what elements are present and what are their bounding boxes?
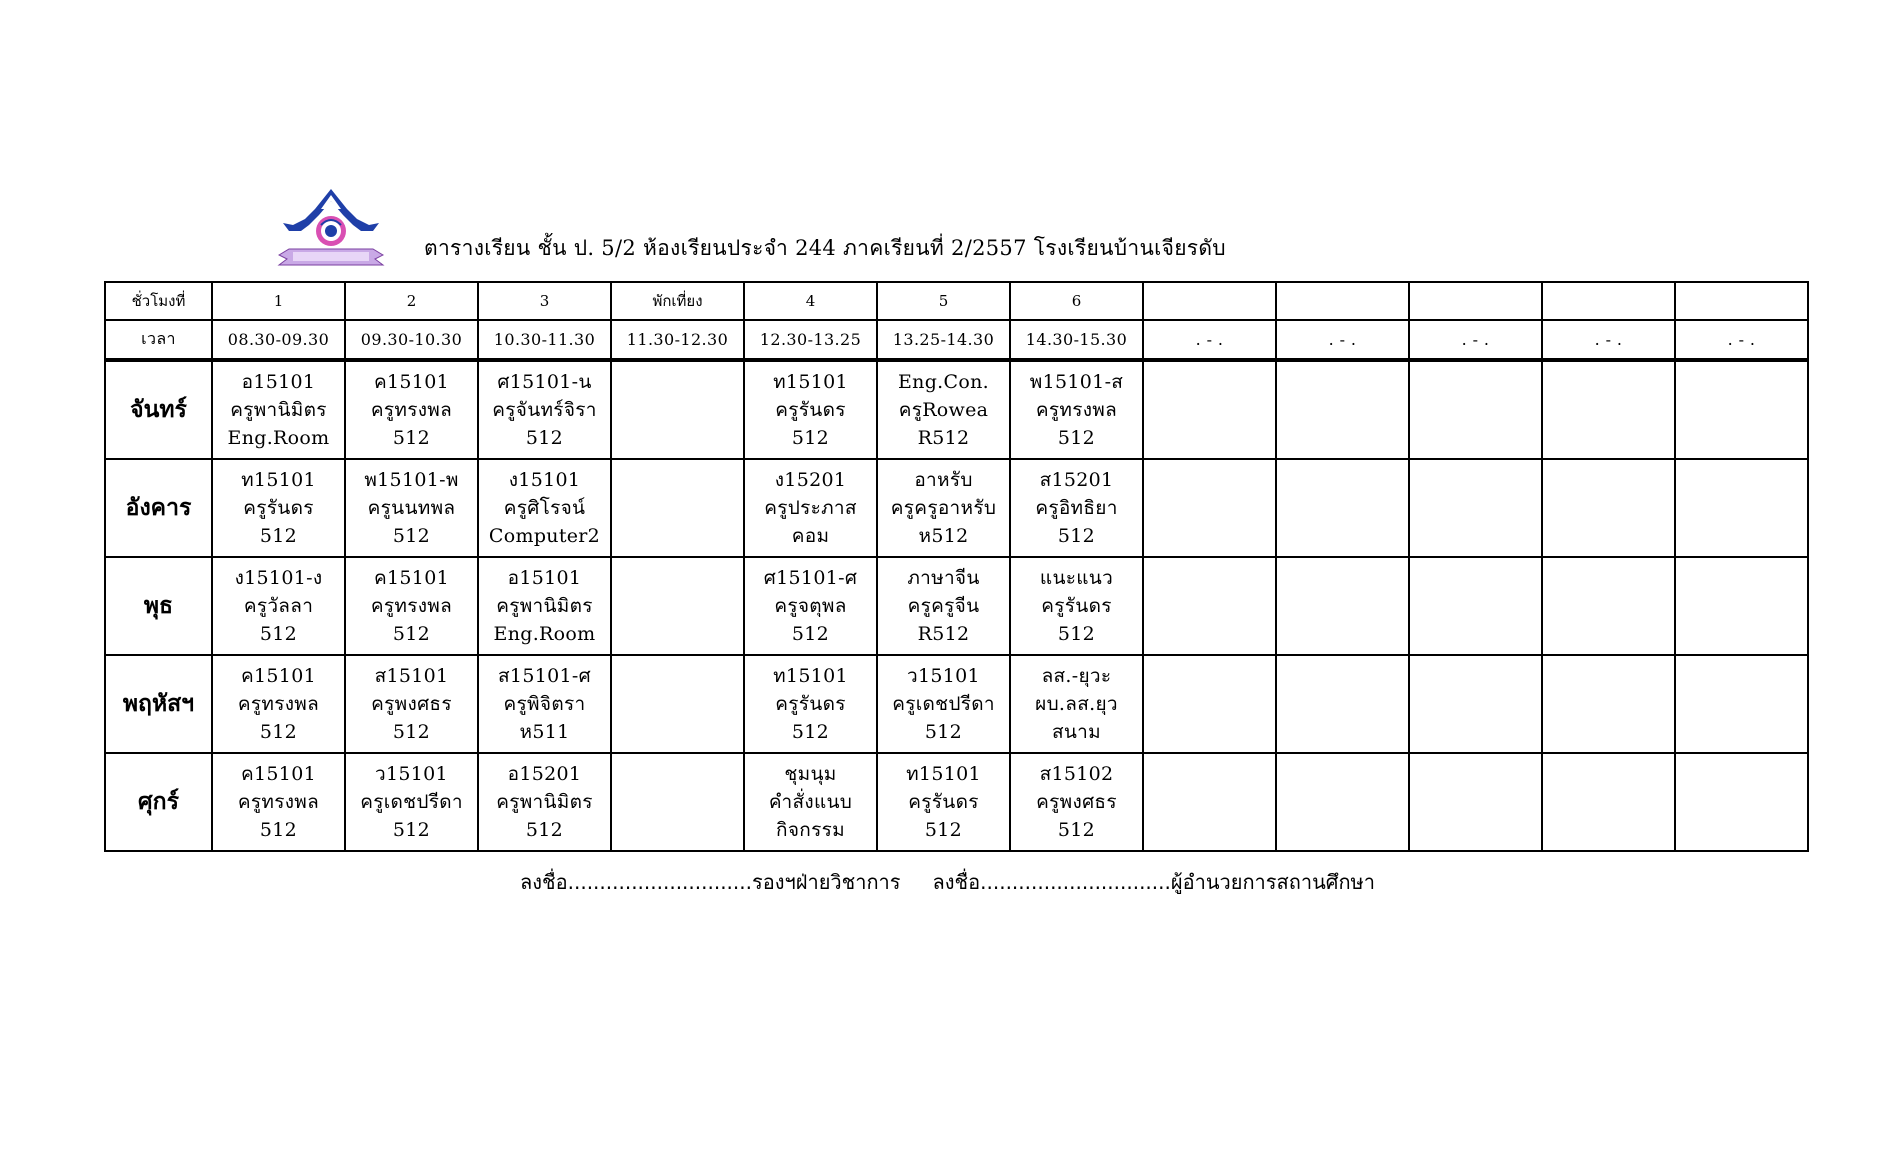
period-header (1276, 282, 1409, 320)
class-cell-line: ครูรันดร (775, 399, 846, 421)
day-name: ศุกร์ (105, 753, 212, 851)
class-cell (1409, 557, 1542, 655)
class-cell-line: กิจกรรม (776, 819, 845, 841)
class-cell-content (745, 466, 876, 550)
class-cell-line: อ15101 (241, 371, 316, 393)
class-cell-content (745, 662, 876, 746)
class-cell-line: ครูครูจีน (907, 595, 980, 617)
time-slot: 09.30-10.30 (345, 320, 478, 360)
class-cell-line: พ15101-พ (364, 469, 459, 491)
class-cell (1675, 655, 1808, 753)
class-cell-line: ครูรันดร (775, 693, 846, 715)
class-cell (1409, 655, 1542, 753)
class-cell-content (213, 368, 344, 452)
period-header: 4 (744, 282, 877, 320)
class-cell (1276, 360, 1409, 459)
class-cell (611, 753, 744, 851)
time-slot: 13.25-14.30 (877, 320, 1010, 360)
class-cell-content (346, 662, 477, 746)
class-cell-content (479, 466, 610, 550)
class-cell (1143, 360, 1276, 459)
class-cell-line: ลส.-ยุวะ (1041, 665, 1112, 687)
time-slot: 11.30-12.30 (611, 320, 744, 360)
class-cell (1675, 459, 1808, 557)
class-cell-line: R512 (917, 623, 970, 645)
class-cell (1276, 459, 1409, 557)
class-cell (611, 557, 744, 655)
time-label: เวลา (105, 320, 212, 360)
class-cell-content (213, 466, 344, 550)
class-cell-content (878, 760, 1009, 844)
class-cell (1143, 557, 1276, 655)
class-cell (212, 360, 345, 459)
class-cell-line: ค15101 (374, 371, 449, 393)
class-cell-line: คำสั่งแนบ (768, 791, 853, 813)
class-cell-line: คอม (791, 525, 830, 547)
class-cell (345, 557, 478, 655)
class-cell-line: ส15101 (374, 665, 449, 687)
class-cell-content (213, 564, 344, 648)
class-cell-line: ส15101-ศ (498, 665, 591, 687)
class-cell-line: ครูจตุพล (774, 595, 847, 617)
class-cell-line: ว15101 (375, 763, 448, 785)
class-cell-content (1011, 368, 1142, 452)
day-row (105, 753, 1808, 851)
class-cell-line: ศ15101-ศ (763, 567, 858, 589)
class-cell-line: ครูทรงพล (370, 595, 453, 617)
class-cell-line: ห512 (918, 525, 969, 547)
class-cell-line: 512 (525, 427, 564, 449)
signature-vice-director: ลงชื่อ.............................รองฯฝ่ายวิชาการ (520, 870, 901, 894)
class-cell-line: 512 (924, 721, 963, 743)
time-slot: . - . (1143, 320, 1276, 360)
day-row (105, 557, 1808, 655)
class-cell-line: ครูพิจิตรา (503, 693, 586, 715)
day-name: อังคาร (105, 459, 212, 557)
time-row (105, 320, 1808, 360)
class-cell (877, 360, 1010, 459)
school-logo (275, 185, 387, 275)
class-cell-line: ค15101 (374, 567, 449, 589)
class-cell-line: ค15101 (241, 763, 316, 785)
class-cell (478, 459, 611, 557)
day-row (105, 655, 1808, 753)
class-cell (1276, 753, 1409, 851)
class-cell (877, 753, 1010, 851)
class-cell-content (878, 662, 1009, 746)
class-cell-line: 512 (259, 819, 298, 841)
class-cell (478, 753, 611, 851)
class-cell-line: ครูRowea (898, 399, 989, 421)
class-cell-line: ท15101 (773, 371, 848, 393)
class-cell-line: อาหรับ (914, 469, 973, 491)
class-cell (1409, 459, 1542, 557)
class-cell-line: ครูรันดร (243, 497, 314, 519)
class-cell (611, 459, 744, 557)
class-cell-line: ส15102 (1039, 763, 1114, 785)
class-cell (1542, 655, 1675, 753)
day-name: จันทร์ (105, 360, 212, 459)
class-cell (744, 360, 877, 459)
time-slot: . - . (1409, 320, 1542, 360)
class-cell-line: ครูพานิมิตร (496, 595, 593, 617)
class-cell-line: ง15101 (508, 469, 581, 491)
class-cell-line: ครูพงศธร (371, 693, 452, 715)
class-cell-line: พ15101-ส (1029, 371, 1124, 393)
period-label: ชั่วโมงที่ (105, 282, 212, 320)
class-cell-line: ครูศิโรจน์ (503, 497, 586, 519)
class-cell (877, 459, 1010, 557)
class-cell (345, 753, 478, 851)
class-cell-line: ง15201 (774, 469, 847, 491)
class-cell-line: ครูประภาส (764, 497, 857, 519)
class-cell-line: ครูจันทร์จิรา (492, 399, 597, 421)
class-cell-line: 512 (1057, 525, 1096, 547)
class-cell-content (1011, 564, 1142, 648)
class-cell-line: 512 (1057, 427, 1096, 449)
class-cell-content (745, 368, 876, 452)
class-cell (1409, 753, 1542, 851)
class-cell-line: ชุมนุม (784, 763, 837, 785)
class-cell (1010, 360, 1143, 459)
class-cell (1675, 753, 1808, 851)
class-cell-content (479, 564, 610, 648)
class-cell-line: 512 (1057, 623, 1096, 645)
class-cell (478, 360, 611, 459)
period-header (1409, 282, 1542, 320)
class-cell (345, 360, 478, 459)
class-cell-content (346, 760, 477, 844)
class-cell-line: 512 (259, 525, 298, 547)
class-cell-line: ส15201 (1039, 469, 1114, 491)
class-cell-line: 512 (392, 819, 431, 841)
class-cell (1143, 655, 1276, 753)
class-cell-line: ครูพานิมิตร (230, 399, 327, 421)
class-cell-line: 512 (1057, 819, 1096, 841)
period-header (1143, 282, 1276, 320)
class-cell-line: ครูวัลลา (243, 595, 314, 617)
class-cell (744, 557, 877, 655)
time-slot: 14.30-15.30 (1010, 320, 1143, 360)
class-cell-line: ครูเดชปรีดา (360, 791, 463, 813)
class-cell-content (878, 564, 1009, 648)
class-cell-content (213, 662, 344, 746)
class-cell-content (745, 564, 876, 648)
class-cell (1276, 655, 1409, 753)
class-cell (1010, 753, 1143, 851)
class-cell (1010, 655, 1143, 753)
time-slot: . - . (1675, 320, 1808, 360)
class-cell (611, 360, 744, 459)
period-header: พักเที่ยง (611, 282, 744, 320)
class-cell-line: อ15101 (507, 567, 582, 589)
class-cell (877, 557, 1010, 655)
class-cell-line: ครูรันดร (908, 791, 979, 813)
class-cell-line: ท15101 (906, 763, 981, 785)
class-cell-line: 512 (791, 721, 830, 743)
class-cell (1276, 557, 1409, 655)
class-cell-line: Eng.Con. (898, 371, 989, 393)
page-title: ตารางเรียน ชั้น ป. 5/2 ห้องเรียนประจำ 244 ภาคเรียนที่ 2/2557 โรงเรียนบ้านเจียรดับ (424, 236, 1226, 260)
class-cell-content (1011, 466, 1142, 550)
class-cell (1010, 557, 1143, 655)
class-cell (1675, 360, 1808, 459)
class-cell (1143, 459, 1276, 557)
class-cell-content (479, 760, 610, 844)
class-cell-line: ห511 (519, 721, 570, 743)
class-cell-content (1011, 760, 1142, 844)
class-cell-line: Eng.Room (227, 427, 330, 449)
day-name: พุธ (105, 557, 212, 655)
class-cell (478, 655, 611, 753)
class-cell-line: อ15201 (507, 763, 582, 785)
class-cell-line: ท15101 (773, 665, 848, 687)
class-cell-line: 512 (791, 427, 830, 449)
class-cell-line: ครูนนทพล (367, 497, 456, 519)
class-cell (1542, 360, 1675, 459)
class-cell-line: ศ15101-น (497, 371, 592, 393)
class-cell (744, 655, 877, 753)
class-cell (345, 459, 478, 557)
period-header: 6 (1010, 282, 1143, 320)
class-cell-content (346, 466, 477, 550)
time-slot: 08.30-09.30 (212, 320, 345, 360)
class-cell (1143, 753, 1276, 851)
period-header: 3 (478, 282, 611, 320)
class-cell-line: ครูรันดร (1041, 595, 1112, 617)
class-cell (877, 655, 1010, 753)
class-cell-line: ครูทรงพล (370, 399, 453, 421)
class-cell (1409, 360, 1542, 459)
class-cell-content (1011, 662, 1142, 746)
class-cell-line: 512 (392, 427, 431, 449)
period-header (1675, 282, 1808, 320)
class-cell (1542, 557, 1675, 655)
period-header: 5 (877, 282, 1010, 320)
class-cell-content (346, 564, 477, 648)
period-header: 1 (212, 282, 345, 320)
class-cell-line: R512 (917, 427, 970, 449)
time-slot: . - . (1276, 320, 1409, 360)
signature-director: ลงชื่อ..............................ผู้อำนวยการสถานศึกษา (932, 870, 1375, 894)
day-row (105, 459, 1808, 557)
class-cell (1675, 557, 1808, 655)
class-cell-line: แนะแนว (1039, 567, 1114, 589)
class-cell (1542, 753, 1675, 851)
day-name: พฤหัสฯ (105, 655, 212, 753)
class-cell (611, 655, 744, 753)
class-cell-line: 512 (791, 623, 830, 645)
signature-line (0, 866, 1895, 898)
class-cell-line: ว15101 (907, 665, 980, 687)
class-cell (744, 753, 877, 851)
class-cell-line: 512 (259, 623, 298, 645)
class-cell (478, 557, 611, 655)
class-cell-line: ค15101 (241, 665, 316, 687)
class-cell (345, 655, 478, 753)
class-cell-content (346, 368, 477, 452)
header-row (105, 282, 1808, 320)
class-cell-content (479, 368, 610, 452)
class-cell-line: ครูเดชปรีดา (892, 693, 995, 715)
class-cell (1542, 459, 1675, 557)
class-cell (212, 655, 345, 753)
class-cell-content (878, 368, 1009, 452)
time-slot: 12.30-13.25 (744, 320, 877, 360)
time-slot: . - . (1542, 320, 1675, 360)
class-cell-line: ครูพงศธร (1036, 791, 1117, 813)
class-cell-line: ครูอิทธิยา (1035, 497, 1118, 519)
day-row (105, 360, 1808, 459)
class-cell-line: ครูทรงพล (1035, 399, 1118, 421)
class-cell (1010, 459, 1143, 557)
class-cell (744, 459, 877, 557)
class-cell-line: 512 (259, 721, 298, 743)
class-cell-line: Eng.Room (493, 623, 596, 645)
class-cell-line: ครูพานิมิตร (496, 791, 593, 813)
timetable (104, 281, 1809, 852)
period-header (1542, 282, 1675, 320)
class-cell-line: ง15101-ง (234, 567, 323, 589)
class-cell-content (213, 760, 344, 844)
class-cell-line: Computer2 (488, 525, 601, 547)
class-cell-content (878, 466, 1009, 550)
class-cell-line: ภาษาจีน (907, 567, 980, 589)
class-cell-content (479, 662, 610, 746)
class-cell-line: 512 (392, 721, 431, 743)
class-cell-line: 512 (392, 623, 431, 645)
class-cell-line: 512 (392, 525, 431, 547)
class-cell-line: 512 (525, 819, 564, 841)
class-cell-line: 512 (924, 819, 963, 841)
class-cell-line: ครูครูอาหรับ (890, 497, 997, 519)
class-cell (212, 753, 345, 851)
class-cell-line: ผบ.ลส.ยุว (1035, 693, 1118, 715)
class-cell-line: ท15101 (241, 469, 316, 491)
class-cell-line: ครูทรงพล (237, 791, 320, 813)
class-cell (212, 459, 345, 557)
class-cell (212, 557, 345, 655)
period-header: 2 (345, 282, 478, 320)
class-cell-line: ครูทรงพล (237, 693, 320, 715)
time-slot: 10.30-11.30 (478, 320, 611, 360)
class-cell-content (745, 760, 876, 844)
class-cell-line: สนาม (1052, 721, 1101, 743)
